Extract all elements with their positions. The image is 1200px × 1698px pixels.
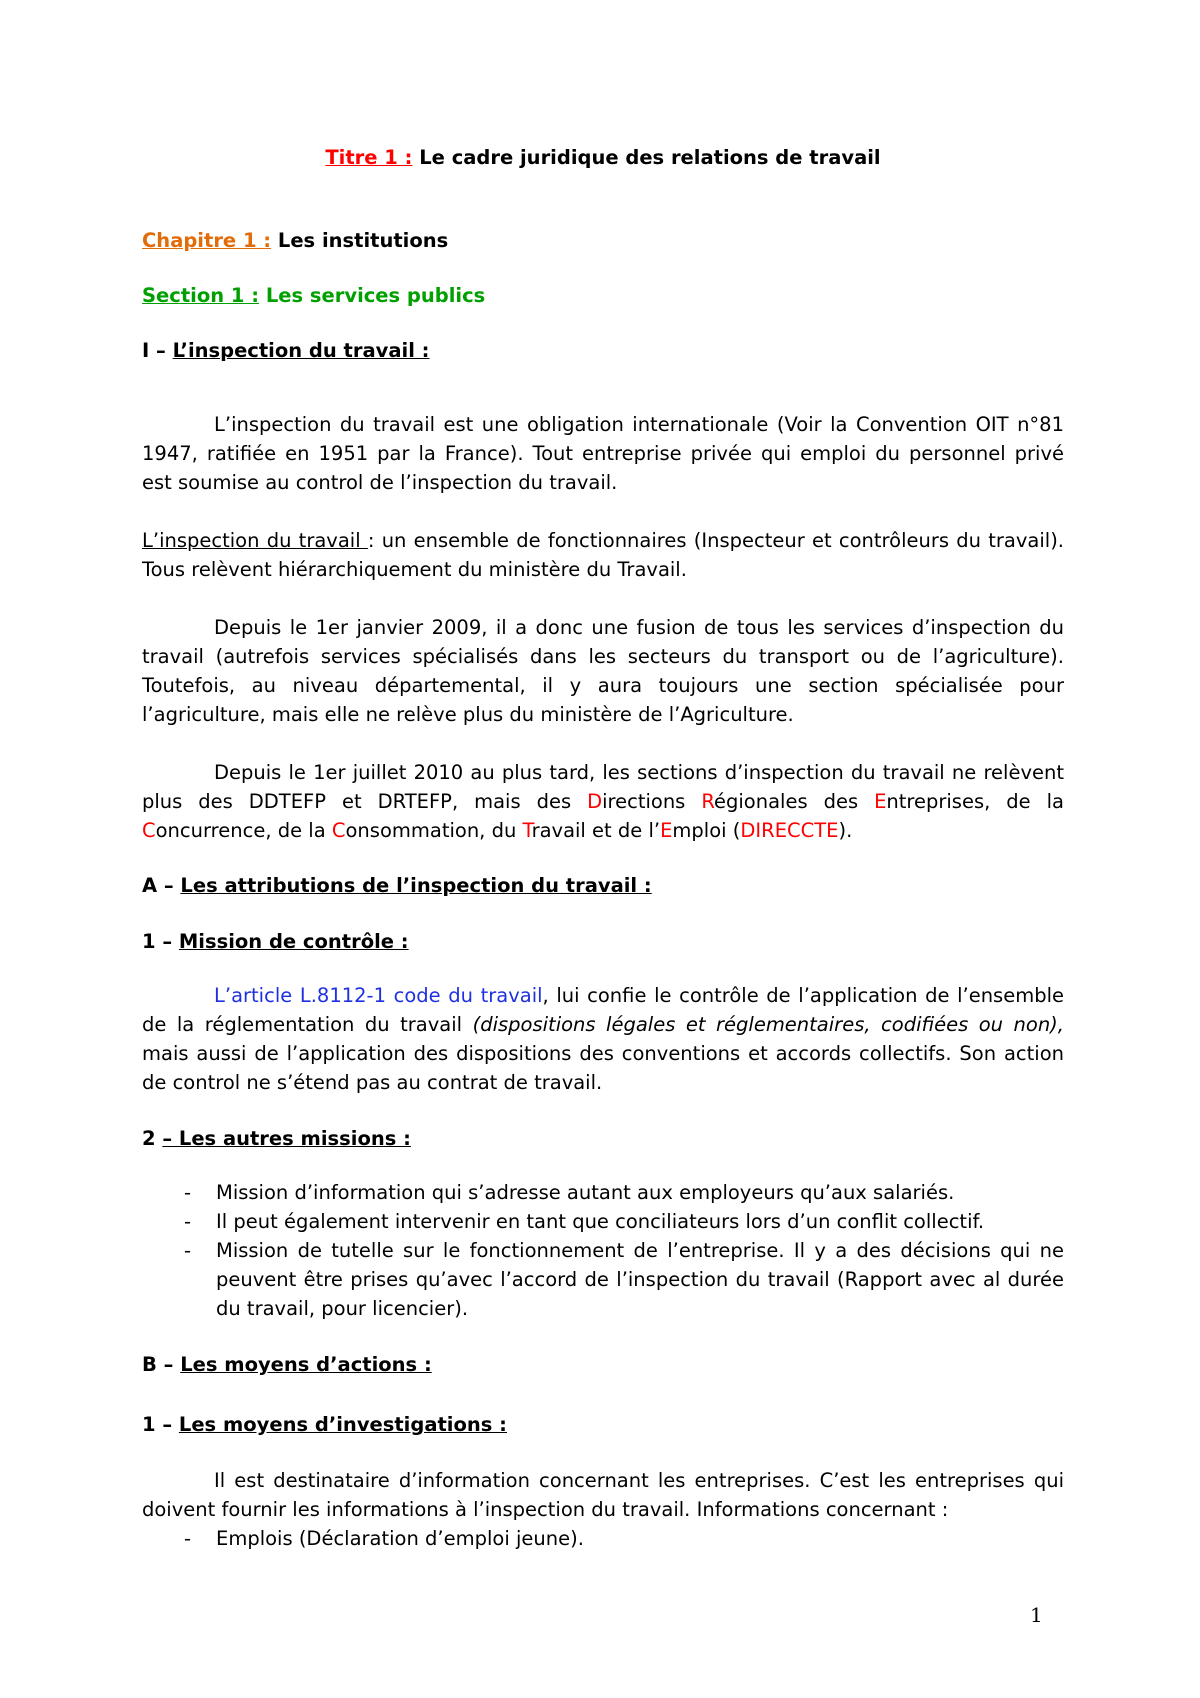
- p4-line-2: [142, 790, 1064, 814]
- p1-line-3: est soumise au control de l’inspection du travail.: [142, 471, 618, 494]
- p4-line-3: [142, 819, 1064, 843]
- p2-line-2: Tous relèvent hiérarchiquement du ministère du Travail.: [142, 558, 687, 581]
- heading-A2-prefix: 2: [142, 1127, 163, 1150]
- list-dash: -: [184, 1239, 192, 1262]
- p5-line-2-italic: (dispositions légales et réglementaires, codifiées ou non),: [472, 1013, 1064, 1036]
- investigation-item-1: Emplois (Déclaration d’emploi jeune).: [216, 1527, 584, 1550]
- chapter-label: Chapitre 1 :: [142, 229, 272, 252]
- p5-line-3: mais aussi de l’application des dispositions des conventions et accords collectifs. Son action: [142, 1042, 1064, 1065]
- section-heading: [142, 284, 1064, 308]
- section-label: Section 1 :: [142, 284, 260, 307]
- heading-B1-prefix: 1 –: [142, 1413, 179, 1436]
- section-text: Les services publics: [265, 284, 486, 307]
- p5-line-4: de control ne s’étend pas au contrat de travail.: [142, 1071, 603, 1094]
- list-dash: -: [184, 1181, 192, 1204]
- heading-A1-prefix: 1 –: [142, 930, 179, 953]
- p5-line-1: [142, 984, 1064, 1008]
- heading-A: [142, 874, 1064, 898]
- chapter-text: Les institutions: [277, 229, 449, 252]
- document-title: [142, 146, 1064, 170]
- list-dash: -: [184, 1527, 192, 1550]
- p4-l2-c: égionales des: [714, 790, 875, 813]
- heading-I-text: L’inspection du travail :: [172, 339, 430, 362]
- heading-B1-text: Les moyens d’investigations :: [178, 1413, 507, 1436]
- p6-line-2: doivent fournir les informations à l’inspection du travail. Informations concernant :: [142, 1498, 949, 1521]
- p4-l3-b: onsommation, du: [345, 819, 523, 842]
- p4-l2-d: D: [587, 790, 603, 813]
- heading-A-text: Les attributions de l’inspection du travail :: [180, 874, 652, 897]
- p4-l2-f: ntreprises, de la: [886, 790, 1064, 813]
- p5-line-2: [142, 1013, 1064, 1037]
- p4-l2-a: plus des DDTEFP et DRTEFP, mais des: [142, 790, 588, 813]
- heading-A2: [142, 1127, 1064, 1151]
- chapter-heading: [142, 229, 1064, 253]
- mission-item-3-line-2: peuvent être prises qu’avec l’accord de l’inspection du travail (Rapport avec al durée: [216, 1268, 1064, 1291]
- mission-item-2: Il peut également intervenir en tant que conciliateurs lors d’un conflit collectif.: [216, 1210, 985, 1233]
- p4-l3-a: oncurrence, de la: [155, 819, 332, 842]
- heading-B-prefix: B –: [142, 1353, 181, 1376]
- p5-line-2-a: de la réglementation du travail: [142, 1013, 473, 1036]
- p1-line-1: L’inspection du travail est une obligation internationale (Voir la Convention OIT n°81: [214, 413, 1064, 436]
- heading-B-text: Les moyens d’actions :: [180, 1353, 432, 1376]
- p2-line-1-rest: : un ensemble de fonctionnaires (Inspecteur et contrôleurs du travail).: [367, 529, 1064, 552]
- p5-line-1-rest: , lui confie le contrôle de l’application de l’ensemble: [542, 984, 1064, 1007]
- heading-A2-text: – Les autres missions :: [162, 1127, 411, 1150]
- mission-item-3-line-3: du travail, pour licencier).: [216, 1297, 469, 1320]
- p4-acronym: DIRECCTE: [740, 819, 839, 842]
- heading-A1: [142, 930, 1064, 954]
- page-number: 1: [1030, 1603, 1043, 1627]
- heading-A-prefix: A –: [142, 874, 181, 897]
- p4-l3-e: E: [660, 819, 673, 842]
- p4-l3-t: T: [522, 819, 532, 842]
- p3-line-3: Toutefois, au niveau départemental, il y aura toujours une section spécialisée pour: [142, 674, 1064, 697]
- p4-line-1: Depuis le 1er juillet 2010 au plus tard, les sections d’inspection du travail ne relèvent: [214, 761, 1064, 784]
- p1-line-2: 1947, ratifiée en 1951 par la France). Tout entreprise privée qui emploi du personnel privé: [142, 442, 1064, 465]
- p2-term: L’inspection du travail: [142, 529, 368, 552]
- heading-B: [142, 1353, 1064, 1377]
- p4-l3-c1: C: [142, 819, 156, 842]
- p2-line-1: [142, 529, 1064, 553]
- document-page: [142, 0, 1064, 1698]
- p4-l3-d: mploi (: [672, 819, 741, 842]
- article-reference: L’article L.8112-1 code du travail: [214, 984, 543, 1007]
- p3-line-1: Depuis le 1er janvier 2009, il a donc une fusion de tous les services d’inspection du: [214, 616, 1064, 639]
- mission-item-3-line-1: Mission de tutelle sur le fonctionnement de l’entreprise. Il y a des décisions qui ne: [216, 1239, 1064, 1262]
- p4-l2-b: irections: [602, 790, 702, 813]
- title-text: Le cadre juridique des relations de travail: [419, 146, 881, 169]
- p3-line-4: l’agriculture, mais elle ne relève plus du ministère de l’Agriculture.: [142, 703, 794, 726]
- p4-l2-r: R: [701, 790, 714, 813]
- p6-line-1: Il est destinataire d’information concernant les entreprises. C’est les entreprises qui: [214, 1469, 1064, 1492]
- p4-l3-c2: C: [331, 819, 346, 842]
- heading-I-prefix: I –: [142, 339, 173, 362]
- heading-I: [142, 339, 1064, 363]
- list-dash: -: [184, 1210, 192, 1233]
- title-label: Titre 1 :: [325, 146, 413, 169]
- heading-B1: [142, 1413, 1064, 1437]
- p4-l3-end: ).: [838, 819, 853, 842]
- p4-l2-e: E: [874, 790, 887, 813]
- p3-line-2: travail (autrefois services spécialisés dans les secteurs du transport ou de l’agriculture).: [142, 645, 1064, 668]
- mission-item-1: Mission d’information qui s’adresse autant aux employeurs qu’aux salariés.: [216, 1181, 955, 1204]
- p4-l3-c: ravail et de l’: [531, 819, 661, 842]
- heading-A1-text: Mission de contrôle :: [178, 930, 409, 953]
